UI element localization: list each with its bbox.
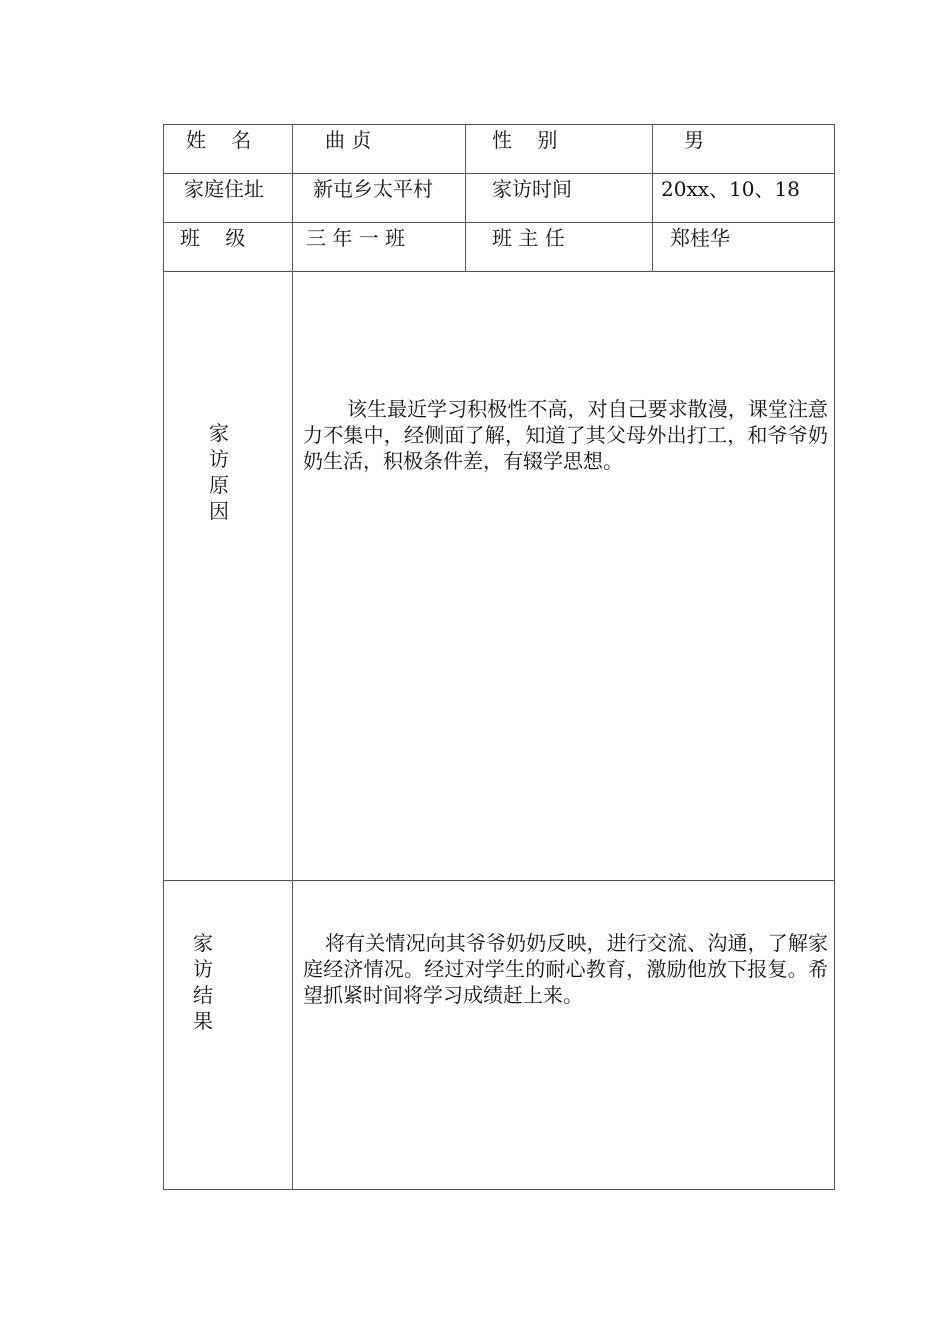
teacher-label: 班 主 任 [492,226,565,251]
gender-label: 性 别 [492,128,558,152]
content-cell-result [293,880,835,1189]
row-address-date [164,174,835,223]
value-cell-address [293,174,466,223]
class-label: 班 级 [180,226,246,251]
label-cell-class [164,223,293,272]
row-name-gender [164,125,835,174]
label-cell-teacher [466,223,653,272]
row-visit-result [164,880,835,1189]
visit-reason-text: 该生最近学习积极性不高，对自己要求散漫，课堂注意力不集中，经侧面了解，知道了其父母外出打工，和爷爷奶奶生活，积极条件差，有辍学思想。 [303,397,828,474]
visit-date-label: 家访时间 [492,177,572,202]
visit-result-text: 将有关情况向其爷爷奶奶反映，进行交流、沟通，了解家庭经济情况。经过对学生的耐心教育，激励他放下报复。希望抓紧时间将学习成绩赶上来。 [303,930,828,1007]
home-visit-form [163,124,835,1190]
address-label: 家庭住址 [184,177,264,202]
label-cell-reason [164,272,293,881]
visit-date-value: 20xx、10、18 [661,177,800,202]
name-value: 曲 贞 [325,128,372,152]
value-cell-class [293,223,466,272]
row-class-teacher [164,223,835,272]
label-cell-result [164,880,293,1189]
visit-result-label: 家访结果 [193,930,213,1033]
teacher-value: 郑桂华 [670,226,730,251]
value-cell-gender [653,125,835,174]
visit-reason-label: 家访原因 [209,421,229,524]
label-cell-gender [466,125,653,174]
name-label: 姓 名 [186,128,252,152]
value-cell-visit-date [653,174,835,223]
address-value: 新屯乡太平村 [313,177,433,202]
row-visit-reason [164,272,835,881]
label-cell-name [164,125,293,174]
value-cell-teacher [653,223,835,272]
value-cell-name [293,125,466,174]
class-value: 三 年 一 班 [306,226,406,251]
label-cell-visit-date [466,174,653,223]
content-cell-reason [293,272,835,881]
label-cell-address [164,174,293,223]
gender-value: 男 [684,128,704,152]
